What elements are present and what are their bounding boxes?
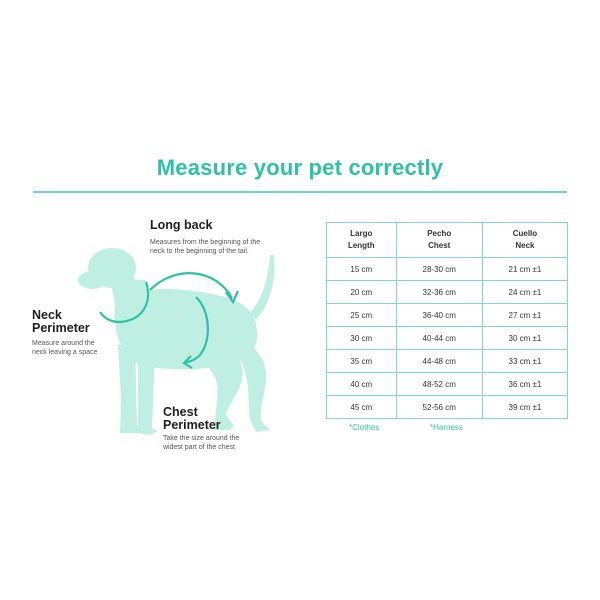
cell-length: 25 cm [327, 304, 397, 327]
cell-chest: 28-30 cm [396, 258, 482, 281]
header-neck: Cuello Neck [482, 223, 567, 258]
header-length: Largo Length [327, 223, 397, 258]
size-table [326, 222, 568, 419]
table-header-row [327, 223, 568, 258]
cell-length: 35 cm [327, 350, 397, 373]
cell-chest: 40-44 cm [396, 327, 482, 350]
chest-heading-2: Perimeter [163, 418, 221, 432]
cell-chest: 48-52 cm [396, 373, 482, 396]
table-row [327, 327, 568, 350]
cell-neck: 27 cm ±1 [482, 304, 567, 327]
clothes-note: *Clothes [349, 423, 380, 432]
cell-chest: 44-48 cm [396, 350, 482, 373]
cell-chest: 36-40 cm [396, 304, 482, 327]
neck-desc-2: neck leaving a space [32, 349, 98, 356]
table-row [327, 350, 568, 373]
table-row [327, 281, 568, 304]
cell-length: 15 cm [327, 258, 397, 281]
long-back-heading: Long back [150, 218, 213, 232]
table-row [327, 396, 568, 419]
cell-length: 40 cm [327, 373, 397, 396]
cell-neck: 24 cm ±1 [482, 281, 567, 304]
table-row [327, 373, 568, 396]
cell-neck: 30 cm ±1 [482, 327, 567, 350]
cell-neck: 39 cm ±1 [482, 396, 567, 419]
title-divider [33, 191, 567, 193]
cell-neck: 21 cm ±1 [482, 258, 567, 281]
cell-chest: 32-36 cm [396, 281, 482, 304]
chest-heading-1: Chest [163, 405, 198, 419]
long-back-desc-2: neck to the beginning of the tail. [150, 248, 249, 255]
cell-chest: 52-56 cm [396, 396, 482, 419]
chest-desc-2: widest part of the chest [163, 444, 235, 451]
harness-note: *Harness [430, 423, 463, 432]
neck-desc-1: Measure around the [32, 340, 95, 347]
long-back-desc-1: Measures from the beginning of the [150, 239, 261, 246]
table-row [327, 304, 568, 327]
cell-length: 30 cm [327, 327, 397, 350]
neck-heading-2: Perimeter [32, 321, 90, 335]
neck-heading-1: Neck [32, 308, 62, 322]
cell-neck: 33 cm ±1 [482, 350, 567, 373]
cell-length: 20 cm [327, 281, 397, 304]
page-title: Measure your pet correctly [156, 155, 444, 180]
header-chest: Pecho Chest [396, 223, 482, 258]
cell-neck: 36 cm ±1 [482, 373, 567, 396]
chest-desc-1: Take the size around the [163, 435, 240, 442]
cell-length: 45 cm [327, 396, 397, 419]
table-row [327, 258, 568, 281]
